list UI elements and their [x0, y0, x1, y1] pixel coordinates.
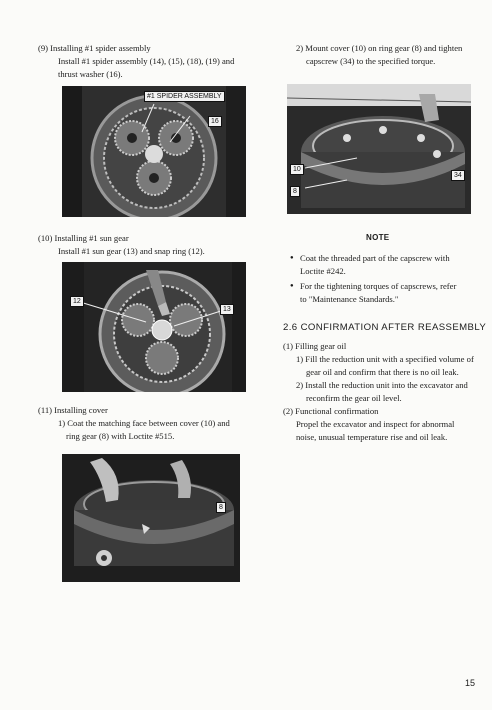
- step11-heading: (11) Installing cover: [38, 405, 108, 415]
- mount-cover-image: [287, 84, 471, 214]
- step9-text-line2: thrust washer (16).: [58, 69, 123, 79]
- page-number: 15: [465, 678, 476, 688]
- section-item-2-line1: Propel the excavator and inspect for abnormal: [296, 419, 455, 429]
- section-item-1: (1) Filling gear oil: [283, 341, 347, 351]
- section-item-1-1-line1: 1) Fill the reduction unit with a specified volume of: [296, 354, 474, 364]
- note-title: NOTE: [366, 233, 390, 242]
- step10-text-line1: Install #1 sun gear (13) and snap ring (12).: [58, 246, 205, 256]
- note-bullet-2-line1: ● For the tightening torques of capscrews, refer: [300, 280, 456, 293]
- note-bullet-1-line1: ● Coat the threaded part of the capscrew with: [300, 252, 450, 265]
- section-title: 2.6 CONFIRMATION AFTER REASSEMBLY: [283, 322, 487, 333]
- label-12: 12: [70, 296, 84, 307]
- note-bullet-1-line2: Loctite #242.: [300, 266, 346, 276]
- step2-text-line2: capscrew (34) to the specified torque.: [306, 56, 436, 66]
- photo-spider-assembly: [62, 86, 246, 217]
- label-10: 10: [290, 164, 304, 175]
- label-spider-assembly: #1 SPIDER ASSEMBLY: [144, 91, 225, 102]
- label-16: 16: [208, 116, 222, 127]
- step9-heading: (9) Installing #1 spider assembly: [38, 43, 151, 53]
- label-8-right: 8: [290, 186, 300, 197]
- step9-text-line1: Install #1 spider assembly (14), (15), (18), (19) and: [58, 56, 235, 66]
- note-bullet-2-line2: to "Maintenance Standards.": [300, 294, 399, 304]
- photo-sun-gear: [62, 262, 246, 392]
- step11-text-line2: ring gear (8) with Loctite #515.: [66, 431, 175, 441]
- cover-image: [62, 454, 240, 582]
- spider-assembly-image: [62, 86, 246, 217]
- section-item-2: (2) Functional confirmation: [283, 406, 379, 416]
- sun-gear-image: [62, 262, 246, 392]
- section-item-2-line2: noise, unusual temperature rise and oil leak.: [296, 432, 448, 442]
- label-8: 8: [216, 502, 226, 513]
- photo-mount-cover: [287, 84, 471, 214]
- step11-text-line1: 1) Coat the matching face between cover (10) and: [58, 418, 230, 428]
- step10-heading: (10) Installing #1 sun gear: [38, 233, 129, 243]
- label-13: 13: [220, 304, 234, 315]
- label-34: 34: [451, 170, 465, 181]
- photo-cover: [62, 454, 240, 582]
- step2-text-line1: 2) Mount cover (10) on ring gear (8) and tighten: [296, 43, 463, 53]
- section-item-1-2-line2: reconfirm the gear oil level.: [306, 393, 402, 403]
- section-item-1-1-line2: gear oil and confirm that there is no oil leak.: [306, 367, 459, 377]
- section-item-1-2-line1: 2) Install the reduction unit into the excavator and: [296, 380, 468, 390]
